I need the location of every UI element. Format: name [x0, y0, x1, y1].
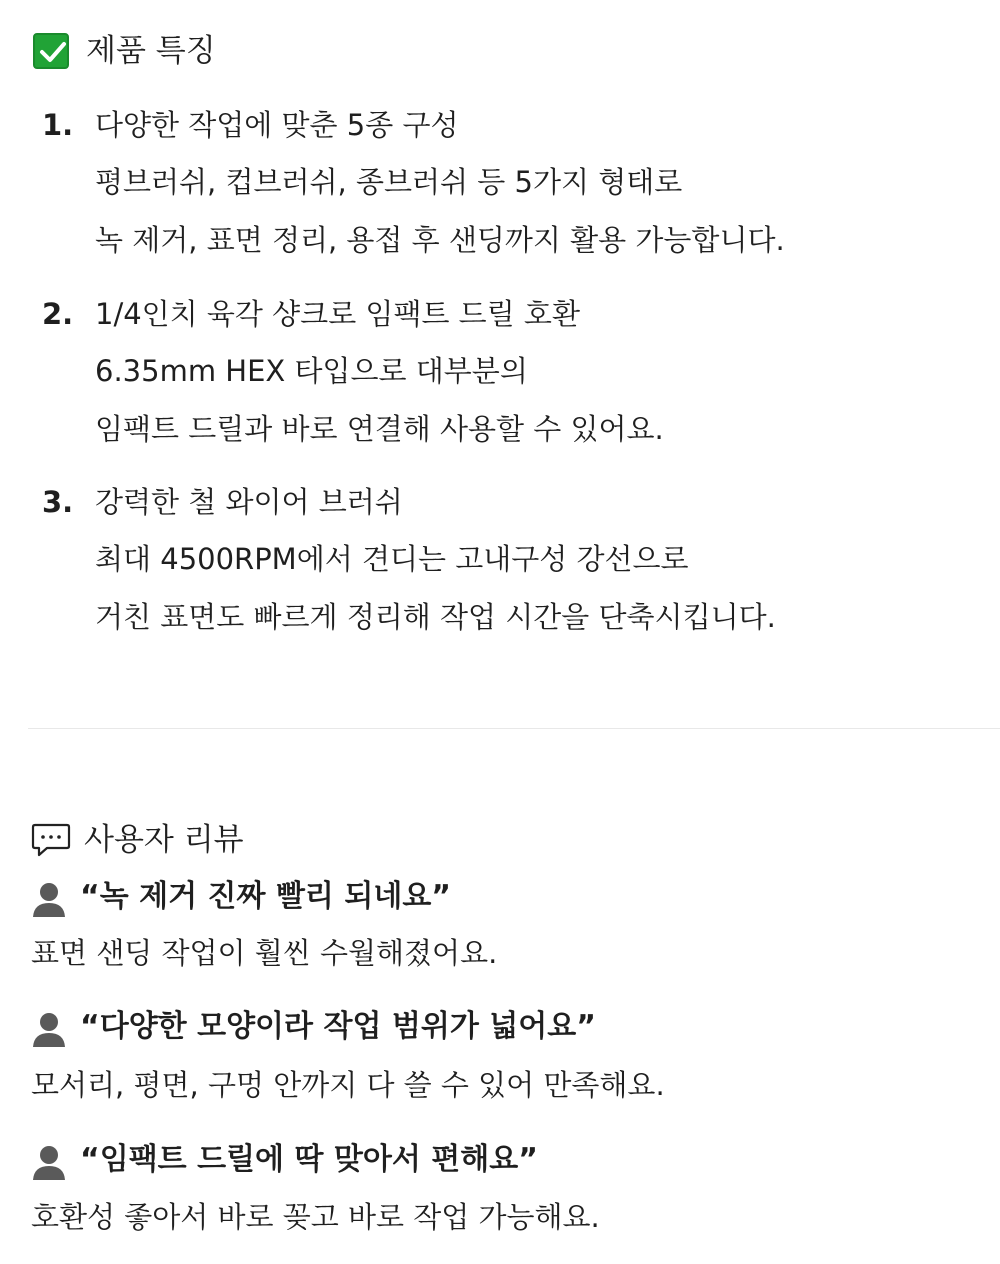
- review-body: 호환성 좋아서 바로 꽂고 바로 작업 가능해요.: [31, 1200, 600, 1234]
- feature-line: 평브러쉬, 컵브러쉬, 종브러쉬 등 5가지 형태로: [95, 165, 683, 199]
- feature-number: 2.: [42, 297, 74, 331]
- user-avatar-icon: [31, 1010, 67, 1048]
- review-body: 표면 샌딩 작업이 훨씬 수월해졌어요.: [31, 936, 498, 970]
- reviews-title: 사용자 리뷰: [84, 822, 244, 858]
- user-avatar-icon: [31, 1143, 67, 1181]
- section-divider: [28, 728, 1000, 729]
- feature-heading: 다양한 작업에 맞춘 5종 구성: [95, 108, 459, 142]
- review-quote: “임팩트 드릴에 딱 맞아서 편해요”: [80, 1142, 538, 1177]
- features-title: 제품 특징: [86, 33, 216, 69]
- feature-line: 최대 4500RPM에서 견디는 고내구성 강선으로: [95, 542, 689, 576]
- review-quote: “다양한 모양이라 작업 범위가 넓어요”: [80, 1009, 596, 1044]
- feature-heading: 강력한 철 와이어 브러쉬: [95, 485, 403, 519]
- feature-line: 6.35mm HEX 타입으로 대부분의: [95, 354, 528, 388]
- feature-heading: 1/4인치 육각 샹크로 임팩트 드릴 호환: [95, 297, 580, 331]
- speech-bubble-icon: [31, 822, 71, 858]
- review-body: 모서리, 평면, 구멍 안까지 다 쓸 수 있어 만족해요.: [31, 1068, 665, 1102]
- review-quote: “녹 제거 진짜 빨리 되네요”: [80, 879, 452, 914]
- check-mark-icon: [33, 33, 69, 69]
- feature-line: 녹 제거, 표면 정리, 용접 후 샌딩까지 활용 가능합니다.: [95, 223, 785, 257]
- feature-line: 거친 표면도 빠르게 정리해 작업 시간을 단축시킵니다.: [95, 600, 776, 634]
- user-avatar-icon: [31, 880, 67, 918]
- feature-number: 3.: [42, 485, 74, 519]
- feature-line: 임팩트 드릴과 바로 연결해 사용할 수 있어요.: [95, 412, 664, 446]
- feature-number: 1.: [42, 108, 74, 142]
